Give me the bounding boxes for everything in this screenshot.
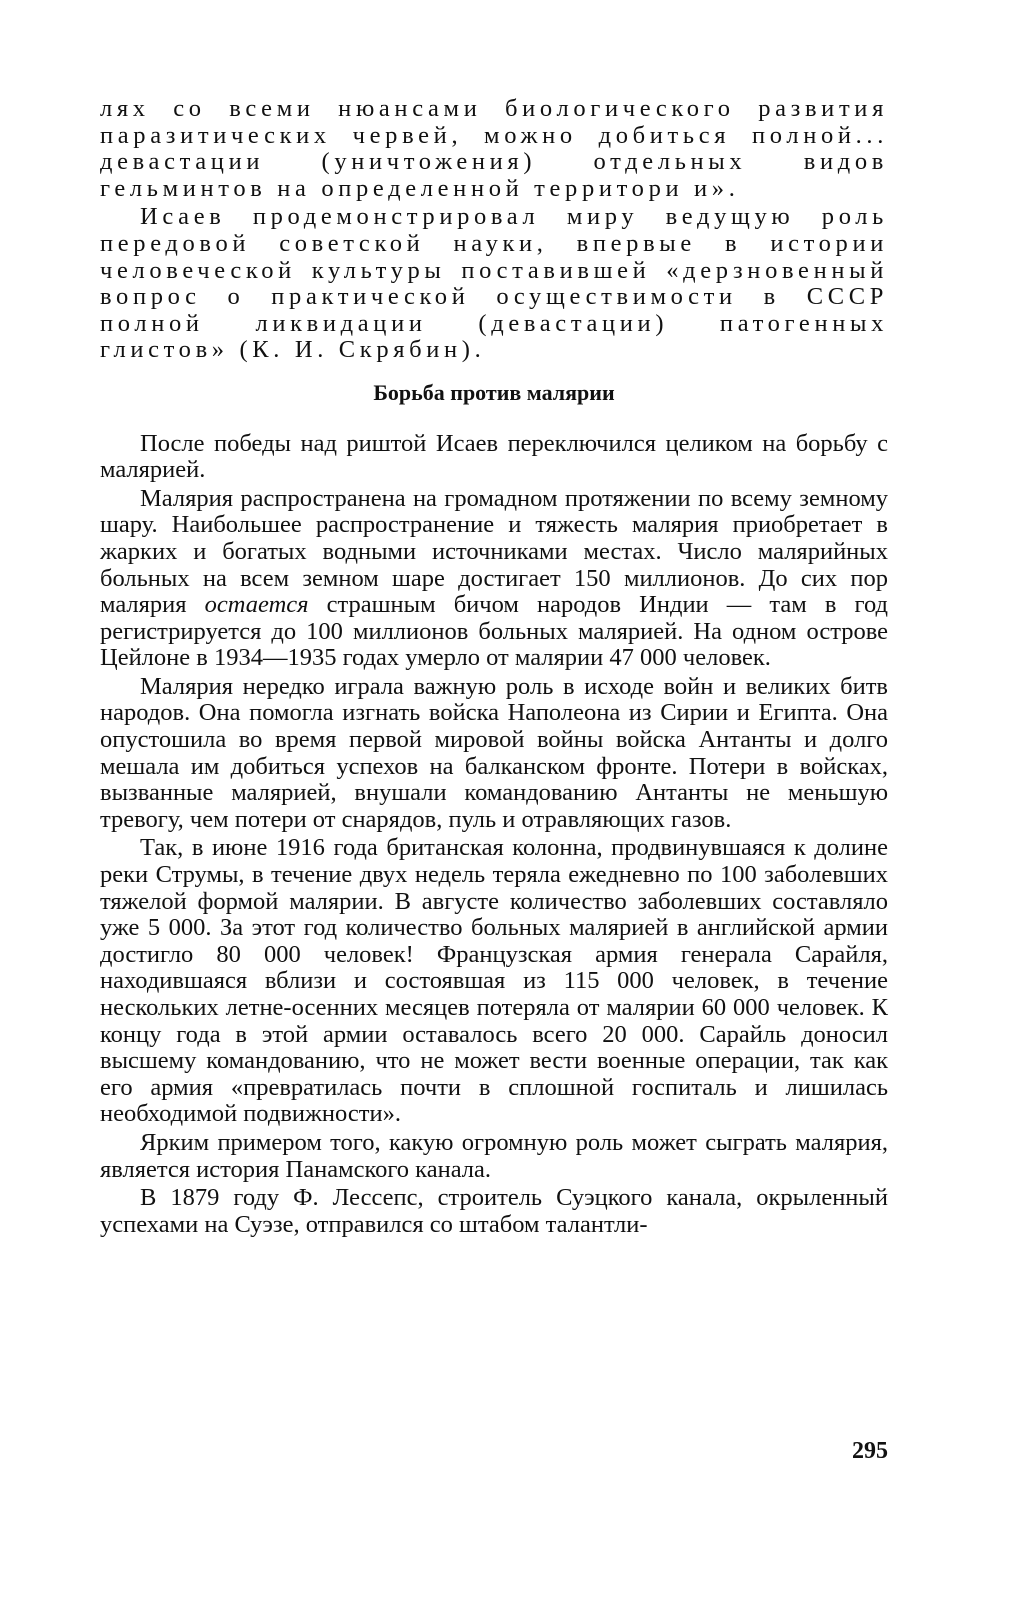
malaria-spread-paragraph xyxy=(100,486,888,672)
isaev-achievement-paragraph: Исаев продемонстрировал миру ведущую роль передовой советской науки, впервые в истории человеческой культуры поставившей «дерзновенный вопрос о практической осуществимости в СССР полной ликвидации (девастации) патогенных глистов» (К. И. Скрябин). xyxy=(100,203,888,364)
malaria-wars-paragraph: Малярия нередко играла важную роль в исходе войн и великих битв народов. Она помогла изгнать войска Наполеона из Сирии и Египта. Она опустошила во время первой мировой войны войска Антанты и долго мешала им добиться успехов на балканском фронте. Потери в войсках, вызванные малярией, внушали командованию Антанты не меньшую тревогу, чем потери от снарядов, пуль и отравляющих газов. xyxy=(100,672,888,833)
switch-to-malaria-paragraph: После победы над риштой Исаев переключился целиком на борьбу с малярией. xyxy=(100,429,888,484)
malaria-spread-text-start: Малярия распространена на громадном протяжении по всему земному шару. Наибольшее распространение и тяжесть малярия приобретает в жарких и богатых водными источниками местах. Число малярийных больных на всем земном шаре достигает 150 миллионов. До сих пор малярия xyxy=(100,484,888,619)
book-page xyxy=(100,96,888,1238)
section-heading: Борьба против малярии xyxy=(373,379,615,405)
malaria-spread-text-end: страшным бичом народов Индии — там в год регистрируется до 100 миллионов больных малярией. На одном острове Цейлоне в 1934—1935 годах умерло от малярии 47 000 человек. xyxy=(100,591,888,672)
page-number: 295 xyxy=(852,1438,888,1464)
struma-1916-paragraph: Так, в июне 1916 года британская колонна, продвинувшаяся к долине реки Струмы, в течение двух недель теряла ежедневно по 100 заболевших тяжелой формой малярии. В августе количество заболевших составляло уже 5 000. За этот год количество больных малярией в английской армии достигло 80 000 человек! Французская армия генерала Сарайля, находившаяся вблизи и состоявшая из 115 000 человек, в течение нескольких летне-осенних месяцев потеряла от малярии 60 000 человек. К концу года в этой армии оставалось всего 20 000. Сарайль доносил высшему командованию, что не может вести военные операции, так как его армия «превратилась почти в сплошной госпиталь и лишилась необходимой подвижности». xyxy=(100,834,888,1128)
quote-continuation-paragraph: лях со всеми нюансами биологического развития паразитических червей, можно добиться полной... девастации (уничтожения) отдельных видов гельминтов на определенной территори и». xyxy=(100,95,888,202)
malaria-spread-italic-word: остается xyxy=(204,591,309,619)
panama-example-paragraph: Ярким примером того, какую огромную роль может сыграть малярия, является история Панамского канала. xyxy=(100,1128,888,1183)
lesseps-paragraph: В 1879 году Ф. Лессепс, строитель Суэцкого канала, окрыленный успехами на Суэзе, отправился со штабом талантли- xyxy=(100,1184,888,1238)
